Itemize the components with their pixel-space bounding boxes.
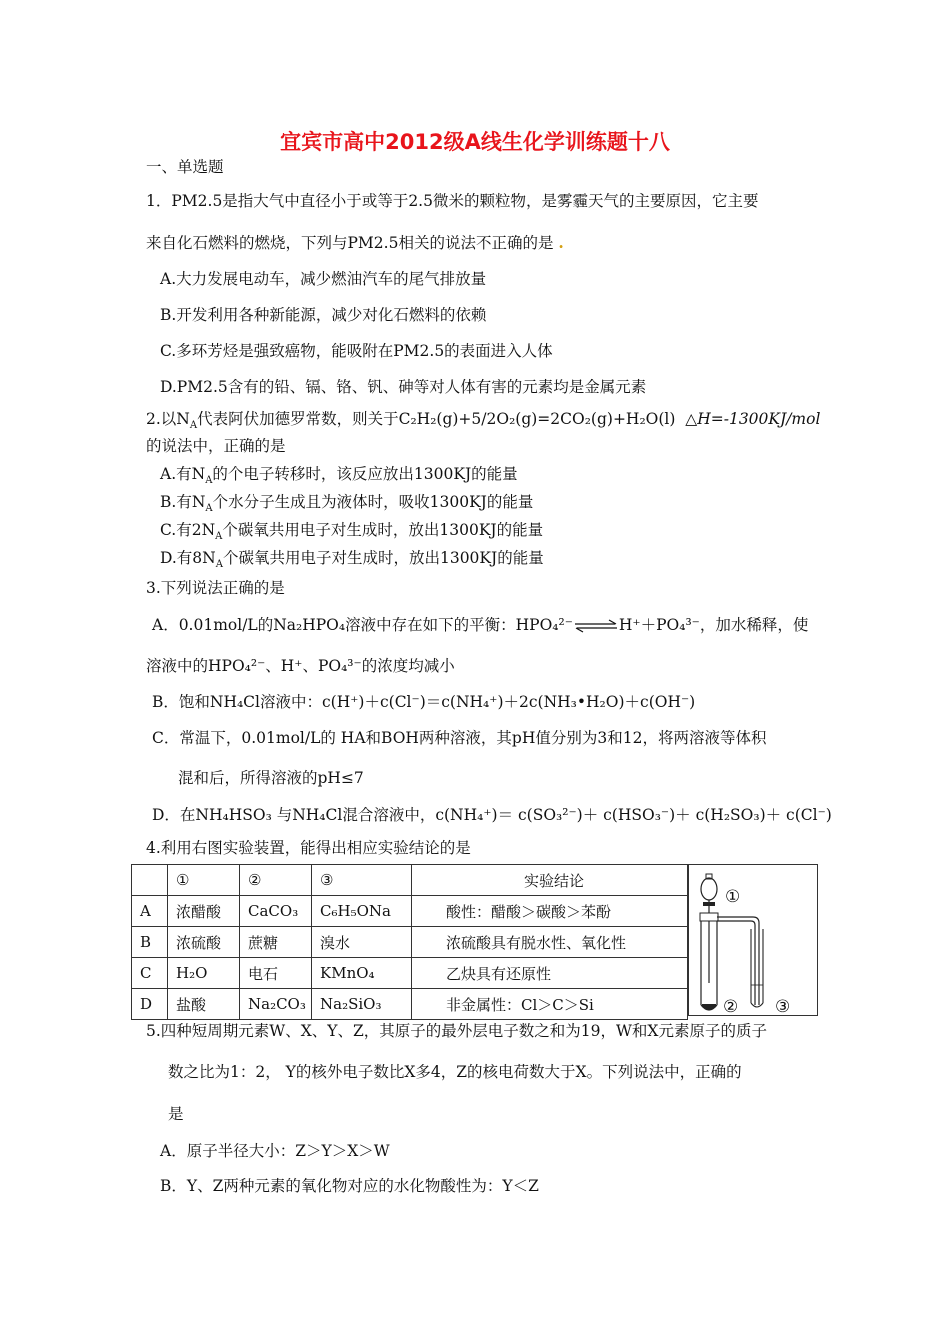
q5-stem-line3: 是 [168, 1105, 184, 1123]
q3-option-c-line2: 混和后，所得溶液的pH≤7 [178, 769, 364, 787]
table-header-row [132, 865, 688, 896]
table-cell: D [132, 989, 168, 1020]
table-cell: 浓醋酸 [168, 896, 240, 927]
apparatus-label-3: ③ [775, 997, 791, 1017]
table-cell: C₆H₅ONa [312, 896, 412, 927]
table-cell: 浓硫酸 [168, 927, 240, 958]
table-cell: 蔗糖 [240, 927, 312, 958]
table-header-cell: ③ [312, 865, 412, 896]
q2-option-d: D.有$8N_A$个碳氧共用电子对生成时，放出1300KJ的能量 [160, 549, 544, 571]
q1-option-c: C.多环芳烃是强致癌物，能吸附在PM2.5的表面进入人体 [160, 342, 553, 360]
table-row [132, 989, 688, 1020]
table-row [132, 896, 688, 927]
q4-apparatus-diagram [688, 864, 818, 1016]
table-row [132, 927, 688, 958]
table-cell: B [132, 927, 168, 958]
table-cell: 溴水 [312, 927, 412, 958]
table-cell: A [132, 896, 168, 927]
table-header-cell: ② [240, 865, 312, 896]
table-header-cell [132, 865, 168, 896]
table-cell: KMnO₄ [312, 958, 412, 989]
q3-stem: 3.下列说法正确的是 [146, 579, 285, 597]
q3-option-d: D．在NH₄HSO₃ 与NH₄Cl混合溶液中，c(NH₄⁺)＝ c(SO₃²⁻)＋ c(HSO₃⁻)＋ c(H₂SO₃)＋ c(Cl⁻) [152, 806, 832, 824]
q3-option-c-line1: C．常温下，0.01mol/L的 HA和BOH两种溶液，其pH值分别为3和12，将两溶液等体积 [152, 729, 767, 747]
apparatus-label-1: ① [725, 887, 741, 907]
q2-stem-line2: 的说法中，正确的是 [146, 437, 286, 455]
table-cell: 浓硫酸具有脱水性、氧化性 [412, 927, 688, 958]
table-row [132, 958, 688, 989]
table-cell: 乙炔具有还原性 [412, 958, 688, 989]
table-cell: 电石 [240, 958, 312, 989]
q2-option-b: B.有$N_A$个水分子生成且为液体时，吸收1300KJ的能量 [160, 493, 534, 515]
q1-option-d: D.PM2.5含有的铅、镉、铬、钒、砷等对人体有害的元素均是金属元素 [160, 378, 647, 396]
table-cell: CaCO₃ [240, 896, 312, 927]
table-cell: 酸性：醋酸＞碳酸＞苯酚 [412, 896, 688, 927]
q3-option-b: B．饱和NH₄Cl溶液中：c(H⁺)＋c(Cl⁻)＝c(NH₄⁺)＋2c(NH₃•H₂O)＋c(OH⁻) [152, 693, 696, 711]
apparatus-label-2: ② [723, 997, 739, 1017]
q4-experiment-table [131, 864, 688, 1020]
q5-stem-line1: 5.四种短周期元素W、X、Y、Z，其原子的最外层电子数之和为19，W和X元素原子的质子 [146, 1022, 767, 1040]
q1-stem-line1: 1．PM2.5是指大气中直径小于或等于2.5微米的颗粒物，是雾霾天气的主要原因，它主要 [146, 192, 759, 210]
table-cell: H₂O [168, 958, 240, 989]
q4-stem: 4.利用右图实验装置，能得出相应实验结论的是 [146, 839, 471, 857]
table-cell: Na₂CO₃ [240, 989, 312, 1020]
q5-stem-line2: 数之比为1：2， Y的核外电子数比X多4，Z的核电荷数大于X。下列说法中，正确的 [168, 1063, 742, 1081]
q5-option-a: A．原子半径大小：Z＞Y＞X＞W [160, 1142, 390, 1160]
table-cell: 盐酸 [168, 989, 240, 1020]
q5-option-b: B．Y、Z两种元素的氧化物对应的水化物酸性为：Y＜Z [160, 1177, 539, 1195]
apparatus-illustration [689, 865, 817, 1015]
equilibrium-arrow-icon [573, 619, 619, 633]
q2-option-a: A.有$N_A$的个电子转移时，该反应放出1300KJ的能量 [160, 465, 518, 487]
q3-option-a-line1: A．0.01mol/L的Na₂HPO₄溶液中存在如下的平衡：HPO₄²⁻ H⁺＋PO₄³⁻，加水稀释，使 [152, 616, 809, 634]
q1-option-a: A.大力发展电动车，减少燃油汽车的尾气排放量 [160, 270, 487, 288]
section-heading: 一、单选题 [146, 158, 224, 176]
table-header-cell: ① [168, 865, 240, 896]
page-title: 宜宾市高中2012级A线生化学训练题十八 [280, 130, 670, 154]
q1-stem-line2: 来自化石燃料的燃烧，下列与PM2.5相关的说法不正确的是 . [146, 233, 564, 252]
q2-stem-line1: 2.以$N_A$代表阿伏加德罗常数，则关于C₂H₂(g)+5/2O₂(g)=2CO₂(g)+H₂O(l) △H=-1300KJ/mol [146, 410, 821, 432]
table-cell: Na₂SiO₃ [312, 989, 412, 1020]
table-header-cell: 实验结论 [412, 865, 688, 896]
table-cell: C [132, 958, 168, 989]
q2-option-c: C.有$2N_A$个碳氧共用电子对生成时，放出1300KJ的能量 [160, 521, 544, 543]
q3-option-a-line2: 溶液中的HPO₄²⁻、H⁺、PO₄³⁻的浓度均减小 [146, 657, 455, 675]
table-cell: 非金属性：Cl＞C＞Si [412, 989, 688, 1020]
q1-option-b: B.开发利用各种新能源，减少对化石燃料的依赖 [160, 306, 487, 324]
